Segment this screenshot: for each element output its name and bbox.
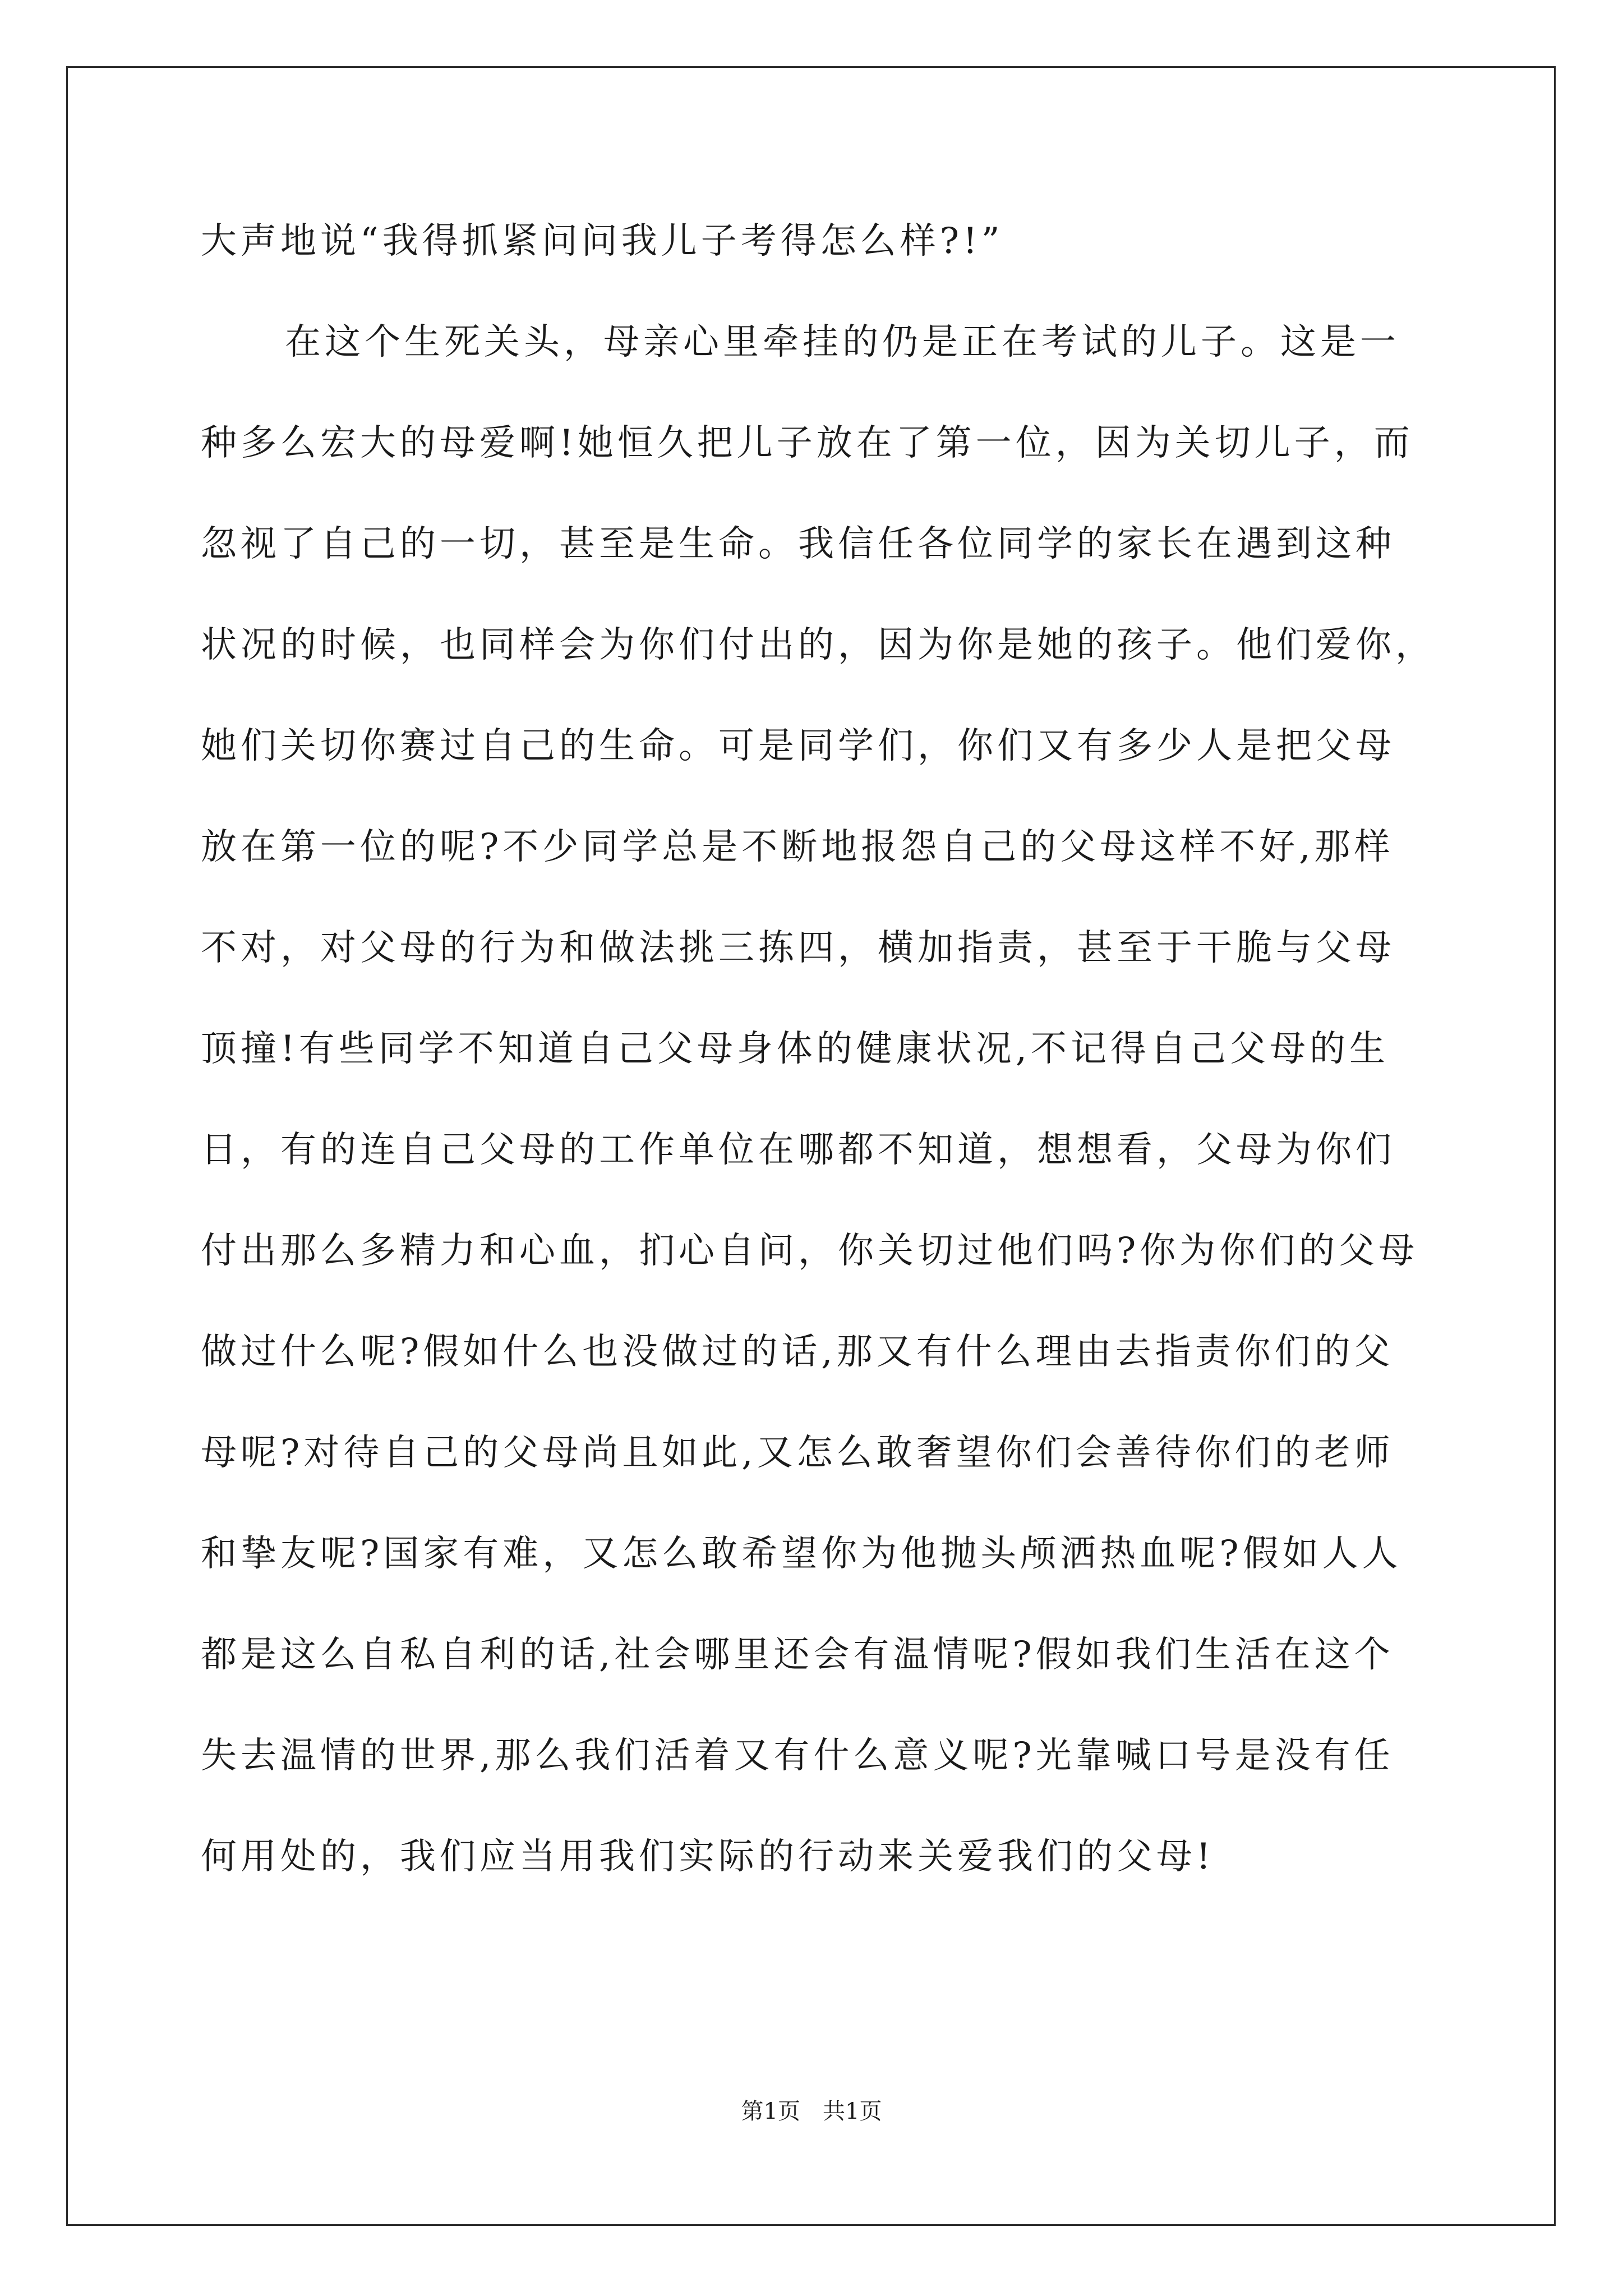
text-line: 她们关切你赛过自己的生命。可是同学们，你们又有多少人是把父母: [201, 725, 1395, 767]
text-line: 都是这么自私自利的话,社会哪里还会有温情呢?假如我们生活在这个: [201, 1634, 1394, 1676]
page-number-footer: 第1页 共1页: [741, 2099, 882, 2124]
text-line: 做过什么呢?假如什么也没做过的话,那又有什么理由去指责你们的父: [201, 1331, 1394, 1373]
text-line: 母呢?对待自己的父母尚且如此,又怎么敢奢望你们会善待你们的老师: [201, 1432, 1394, 1474]
text-line: 放在第一位的呢?不少同学总是不断地报怨自己的父母这样不好,那样: [201, 826, 1394, 868]
text-line: 大声地说“我得抓紧问问我儿子考得怎么样?!”: [201, 220, 1004, 262]
text-line: 不对，对父母的行为和做法挑三拣四，横加指责，甚至于干脆与父母: [201, 927, 1395, 969]
text-line: 种多么宏大的母爱啊!她恒久把儿子放在了第一位，因为关切儿子，而: [201, 422, 1414, 464]
text-line: 日，有的连自己父母的工作单位在哪都不知道，想想看，父母为你们: [201, 1129, 1395, 1171]
text-line: 失去温情的世界,那么我们活着又有什么意义呢?光靠喊口号是没有任: [201, 1735, 1394, 1777]
text-line: 和挚友呢?国家有难，又怎么敢希望你为他抛头颅洒热血呢?假如人人: [201, 1533, 1402, 1575]
paragraph-start-line: 在这个生死关头，母亲心里牵挂的仍是正在考试的儿子。这是一: [285, 321, 1400, 363]
text-line: 状况的时候，也同样会为你们付出的，因为你是她的孩子。他们爱你，: [201, 624, 1435, 666]
text-line: 何用处的，我们应当用我们实际的行动来关爱我们的父母!: [201, 1836, 1215, 1878]
text-line: 顶撞!有些同学不知道自己父母身体的健康状况,不记得自己父母的生: [201, 1028, 1390, 1070]
text-line: 付出那么多精力和心血，扪心自问，你关切过他们吗?你为你们的父母: [201, 1230, 1419, 1272]
text-line: 忽视了自己的一切，甚至是生命。我信任各位同学的家长在遇到这种: [201, 523, 1395, 565]
